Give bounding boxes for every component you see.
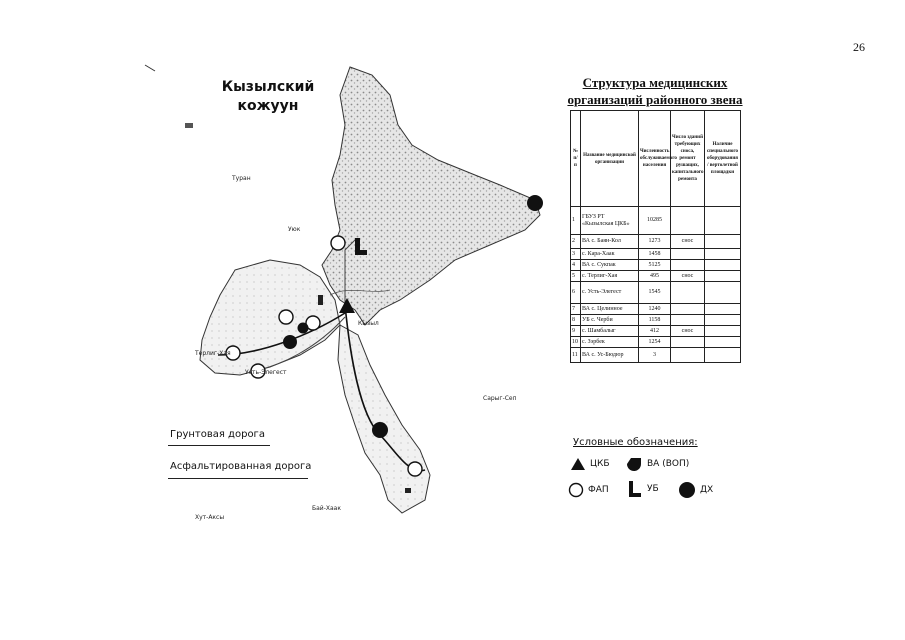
legend-label: ФАП [588, 485, 609, 495]
table-cell-n: 6 [571, 282, 581, 304]
table-cell-pop: 412 [639, 326, 671, 337]
table-row [571, 271, 741, 282]
header-population: Численность обслуживаемого населения [639, 111, 671, 207]
l-shape-icon [627, 480, 643, 498]
legend-label: УБ [647, 484, 659, 494]
legend-title: Условные обозначения: [573, 437, 698, 448]
table-cell-extra [705, 304, 741, 315]
corner-mark [145, 65, 155, 71]
table-row [571, 304, 741, 315]
dh-marker [283, 335, 297, 349]
table-cell-name: ВА с. Сукпак [581, 260, 639, 271]
table-row [571, 315, 741, 326]
table-cell-name: с. Усть-Элегест [581, 282, 639, 304]
table-cell-status [671, 260, 705, 271]
table-cell-extra [705, 337, 741, 348]
map-label-kyzyl: Кызыл [358, 320, 379, 327]
table-cell-extra [705, 348, 741, 363]
table-cell-pop: 1273 [639, 235, 671, 249]
table-row [571, 260, 741, 271]
map-title-line2: кожуун [237, 98, 299, 114]
road-legend-dirt: Грунтовая дорога [170, 429, 265, 440]
map-label-saryg-sep: Сарыг-Сеп [483, 395, 517, 402]
small-marker [405, 488, 411, 493]
table-cell-pop: 1254 [639, 337, 671, 348]
table-cell-n: 3 [571, 249, 581, 260]
table-cell-status [671, 348, 705, 363]
map-label-ulug-khem: Уюк [288, 226, 301, 233]
table-title-line2: организаций районного звена [567, 92, 743, 107]
open-circle-icon [568, 482, 584, 498]
map-title-line1: Кызылский [221, 79, 315, 95]
table-row [571, 348, 741, 363]
legend-item-ckb [570, 457, 610, 471]
table-cell-extra [705, 315, 741, 326]
table-cell-pop: 3 [639, 348, 671, 363]
table-cell-n: 7 [571, 304, 581, 315]
table-row [571, 326, 741, 337]
table-title [555, 74, 755, 108]
table-cell-name: ГБУЗ РТ «Кызылская ЦКБ» [581, 207, 639, 235]
table-cell-pop: 10285 [639, 207, 671, 235]
table-cell-extra [705, 326, 741, 337]
header-buildings: Число зданий требующих сноса, ремонт рушащих, капитального ремонта [671, 111, 705, 207]
dh-marker [372, 422, 388, 438]
table-row [571, 337, 741, 348]
header-name: Название медицинской организации [581, 111, 639, 207]
fap-marker [331, 236, 345, 250]
page-number: 26 [853, 40, 865, 54]
table-cell-name: ВА с. Ус-Бюдюр [581, 348, 639, 363]
table-cell-name: ВА с. Баян-Кол [581, 235, 639, 249]
asphalt-road-line [168, 478, 308, 479]
table-cell-n: 9 [571, 326, 581, 337]
table-cell-pop: 5125 [639, 260, 671, 271]
table-cell-pop: 495 [639, 271, 671, 282]
table-cell-n: 11 [571, 348, 581, 363]
map-title [198, 78, 338, 116]
district-boundary [322, 67, 540, 325]
dirt-road-line [168, 445, 270, 446]
table-cell-name: с. Кара-Хаак [581, 249, 639, 260]
table-cell-n: 4 [571, 260, 581, 271]
table-cell-extra [705, 249, 741, 260]
table-cell-status: снос [671, 326, 705, 337]
small-marker [318, 295, 323, 305]
road-legend-asphalt: Асфальтированная дорога [170, 461, 312, 472]
corner-mark [185, 123, 193, 128]
map-label-ust-elegest: Усть-Элегест [245, 369, 287, 376]
table-cell-n: 10 [571, 337, 581, 348]
table-row [571, 249, 741, 260]
table-cell-status: снос [671, 235, 705, 249]
table-cell-n: 1 [571, 207, 581, 235]
filled-circle-icon [678, 481, 696, 499]
header-equipment: Наличие специального оборудования / вертолетной площадки [705, 111, 741, 207]
table-cell-name: с. Зэрбек [581, 337, 639, 348]
table-cell-name: УБ с. Черби [581, 315, 639, 326]
table-cell-pop: 1545 [639, 282, 671, 304]
table-cell-name: с. Терлиг-Хая [581, 271, 639, 282]
table-row [571, 207, 741, 235]
district-map [140, 55, 550, 525]
map-label-bai-khaak: Бай-Хаак [312, 505, 341, 512]
fap-marker [408, 462, 422, 476]
table-cell-pop: 1458 [639, 249, 671, 260]
legend-label: ДХ [700, 485, 714, 495]
table-cell-extra [705, 282, 741, 304]
legend-item-fap [568, 482, 609, 498]
table-row [571, 282, 741, 304]
dh-marker [527, 195, 543, 211]
legend-label: ВА (ВОП) [647, 459, 690, 469]
table-cell-n: 8 [571, 315, 581, 326]
va-marker [298, 323, 309, 334]
legend-item-dh [678, 481, 713, 499]
table-cell-status [671, 207, 705, 235]
ub-marker-horizontal [355, 250, 367, 255]
table-cell-extra [705, 235, 741, 249]
district-boundary-west [200, 260, 340, 375]
table-cell-status [671, 304, 705, 315]
header-number: № п/п [571, 111, 581, 207]
table-header-row [571, 111, 741, 207]
legend-label: ЦКБ [590, 459, 610, 469]
map-label-turan: Туран [232, 175, 251, 182]
fap-marker [279, 310, 293, 324]
table-cell-pop: 1158 [639, 315, 671, 326]
table-cell-n: 2 [571, 235, 581, 249]
table-cell-status [671, 249, 705, 260]
table-cell-status [671, 282, 705, 304]
map-label-khut-aksy: Хут-Аксы [195, 514, 225, 521]
table-cell-status: снос [671, 271, 705, 282]
table-cell-name: с. Шамбалыг [581, 326, 639, 337]
table-cell-status [671, 315, 705, 326]
medical-organizations-table [570, 110, 741, 363]
table-cell-name: ВА с. Целинное [581, 304, 639, 315]
table-cell-status [671, 337, 705, 348]
triangle-icon [570, 457, 586, 471]
map-label-terlig-khaya: Терлиг-Хая [195, 350, 231, 357]
table-cell-pop: 1240 [639, 304, 671, 315]
legend-item-ub [627, 480, 659, 498]
table-cell-extra [705, 260, 741, 271]
table-cell-extra [705, 207, 741, 235]
half-circle-icon [625, 456, 643, 472]
table-cell-n: 5 [571, 271, 581, 282]
legend-item-va [625, 456, 689, 472]
table-title-line1: Структура медицинских [582, 75, 728, 90]
table-cell-extra [705, 271, 741, 282]
table-row [571, 235, 741, 249]
